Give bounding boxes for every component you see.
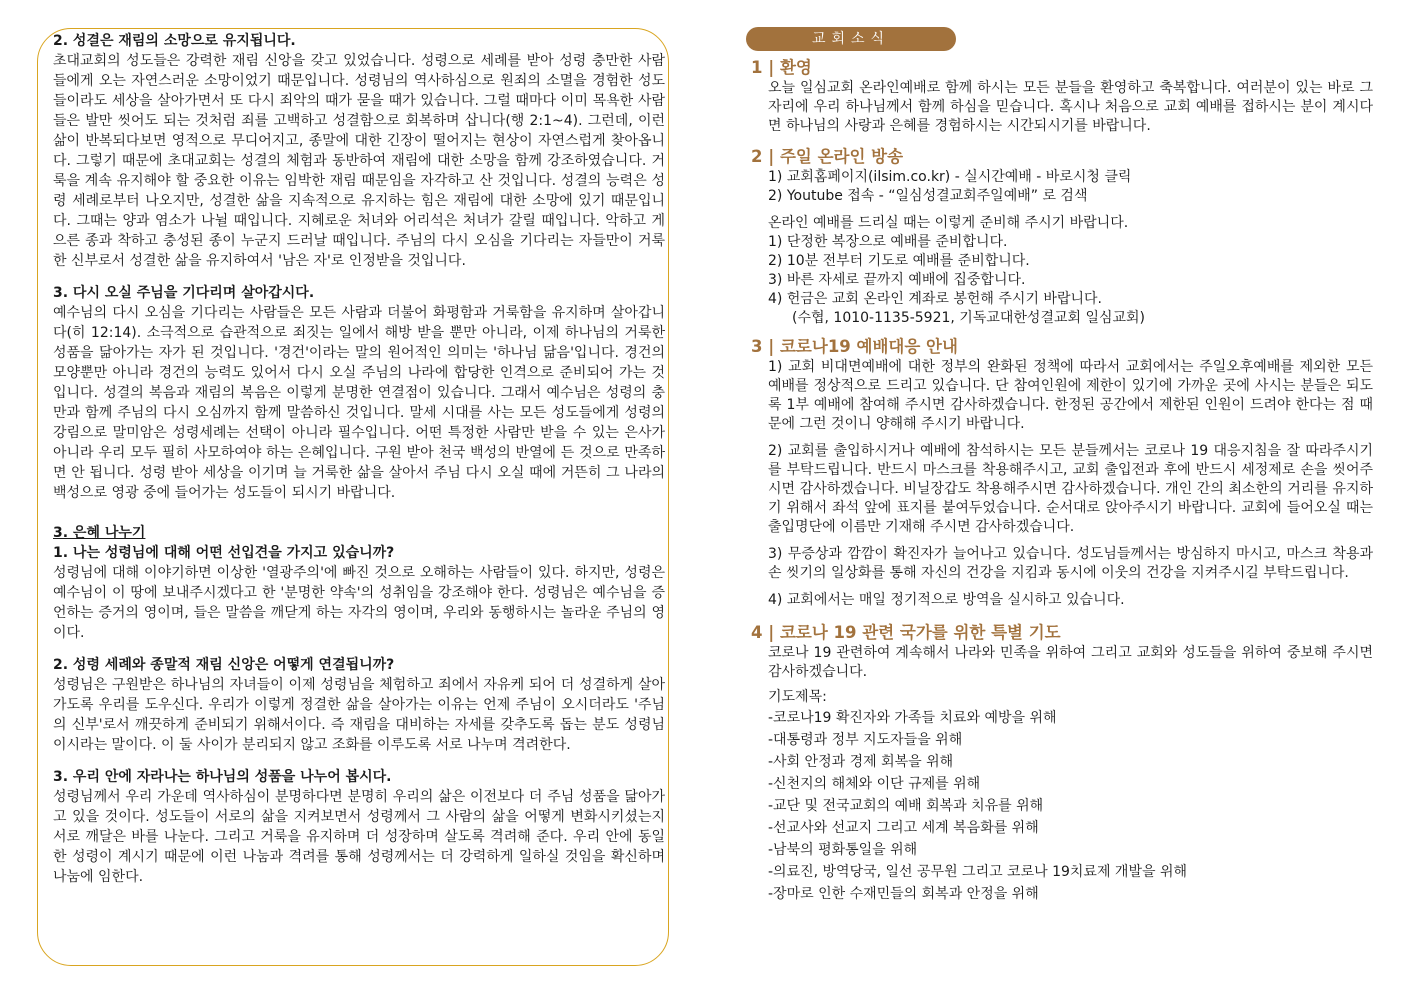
question-body: 성령님은 구원받은 하나님의 자녀들이 이제 성령님을 체험하고 죄에서 자유케 되어 더 성결하게 살아가도록 우리를 도우신다. 우리가 이렇게 정결한 삶을 살아가는 이유는 언제 주님이 오시더라도 '주님의 신부'로서 깨끗하게 준비되기 위해서이다. 즉 재림을 대비하는 자세를 갖추도록 돕는 분도 성령님이시라는 말이다. 이 둘 사이가 분리되지 않고 조화를 이루도록 서로 나누며 격려한다.	[53, 677, 665, 753]
question-body: 성령님께서 우리 가운데 역사하심이 분명하다면 분명히 우리의 삶은 이전보다 더 주님 성품을 닮아가고 있을 것이다. 성도들이 서로의 삶을 지켜보면서 성령께서 그 사람의 삶을 어떻게 변화시키셨는지 서로 깨달은 바를 나눈다. 그리고 거룩을 유지하며 더 성장하며 살도록 격려해 준다. 우리 안에 동일한 성령이 계시기 때문에 이런 나눔과 격려를 통해 성령께서는 더 강력하게 일하실 것임을 확신하며 나눔에 임한다.	[53, 789, 665, 885]
prayer-item: -대통령과 정부 지도자들을 위해	[768, 732, 963, 748]
question-heading: 1. 나는 성령님에 대해 어떤 선입견을 가지고 있습니까?	[53, 545, 395, 561]
question-heading: 2. 성령 세례와 종말적 재림 신앙은 어떻게 연결됩니까?	[53, 657, 395, 673]
covid-notice: 4) 교회에서는 매일 정기적으로 방역을 실시하고 있습니다.	[768, 592, 1125, 608]
section-heading: 2. 성결은 재림의 소망으로 유지됩니다.	[53, 33, 296, 49]
news-heading: 1 | 환영	[751, 58, 812, 77]
news-heading: 4 | 코로나 19 관련 국가를 위한 특별 기도	[751, 623, 1061, 642]
worship-step: 4) 헌금은 교회 온라인 계좌로 봉헌해 주시기 바랍니다.	[768, 291, 1102, 307]
share-title: 3. 은혜 나누기	[53, 525, 146, 541]
worship-step: 2) 10분 전부터 기도로 예배를 준비합니다.	[768, 253, 1030, 269]
question-heading: 3. 우리 안에 자라나는 하나님의 성품을 나누어 봅시다.	[53, 769, 392, 785]
news-heading: 2 | 주일 온라인 방송	[751, 147, 904, 166]
covid-notice: 2) 교회를 출입하시거나 예배에 참석하시는 모든 분들께서는 코로나 19 대응지침을 잘 따라주시기를 부탁드립니다. 반드시 마스크를 착용해주시고, 교회 출입전과 후에 반드시 세정제로 손을 씻어주시면 감사하겠습니다. 비닐장갑도 착용해주시면 감사하겠습니다. 개인 간의 최소한의 거리를 유지하기 위해서 좌석 앞에 표지를 붙여두었습니다. 순서대로 앉아주시기 바랍니다. 교회에 들어오실 때는 출입명단에 이름만 기재해 주시면 감사하겠습니다.	[768, 443, 1373, 535]
worship-step: 1) 단정한 복장으로 예배를 준비합니다.	[768, 234, 1008, 250]
covid-notice: 1) 교회 비대면예배에 대한 정부의 완화된 정책에 따라서 교회에서는 주일오후예배를 제외한 모든 예배를 정상적으로 드리고 있습니다. 단 참여인원에 제한이 있기에 가까운 곳에 사시는 분들은 되도록 1부 예배에 참여해 주시면 감사하겠습니다. 한정된 공간에서 제한된 인원이 드려야 한다는 점 때문에 그런 것이니 양해해 주시기 바랍니다.	[768, 359, 1373, 432]
church-news-badge: 교회소식	[746, 27, 956, 51]
prayer-item: -선교사와 선교지 그리고 세계 복음화를 위해	[768, 820, 1039, 836]
broadcast-step: 1) 교회홈페이지(ilsim.co.kr) - 실시간예배 - 바로시청 클릭	[768, 169, 1132, 185]
prayer-item: -장마로 인한 수재민들의 회복과 안정을 위해	[768, 886, 1039, 902]
news-body: 오늘 일심교회 온라인예배로 함께 하시는 모든 분들을 환영하고 축복합니다. 여러분이 있는 바로 그 자리에 우리 하나님께서 함께 하심을 믿습니다. 혹시나 처음으로 교회 예배를 접하시는 분이 계시다면 하나님의 사랑과 은혜를 경험하시는 시간되시기를 바랍니다.	[768, 80, 1373, 134]
prayer-item: -교단 및 전국교회의 예배 회복과 치유를 위해	[768, 798, 1044, 814]
worship-step: 3) 바른 자세로 끝까지 예배에 집중합니다.	[768, 272, 1026, 288]
section-heading: 3. 다시 오실 주님을 기다리며 살아갑시다.	[53, 285, 315, 301]
prayer-item: -사회 안정과 경제 회복을 위해	[768, 754, 954, 770]
broadcast-step: 2) Youtube 접속 - “일심성결교회주일예배” 로 검색	[768, 188, 1088, 204]
question-body: 성령님에 대해 이야기하면 이상한 '열광주의'에 빠진 것으로 오해하는 사람들이 있다. 하지만, 성령은 예수님이 이 땅에 보내주시겠다고 한 '분명한 약속'의 성취임을 강조해야 한다. 성령님은 예수님을 증언하는 증거의 영이며, 들은 말씀을 깨닫게 하는 자각의 영이며, 우리와 동행하시는 놀라운 주님의 영이다.	[53, 565, 665, 641]
section-body: 초대교회의 성도들은 강력한 재림 신앙을 갖고 있었습니다. 성령으로 세례를 받아 성령 충만한 사람들에게 오는 자연스러운 소망이었기 때문입니다. 성령님의 역사하심으로 원죄의 소멸을 경험한 성도들이라도 세상을 살아가면서 또 다시 죄악의 때가 묻을 때가 있습니다. 그럴 때마다 이미 목욕한 사람들은 발만 씻어도 되는 것처럼 죄를 고백하고 성결함으로 회복하며 삽니다(행 2:1~4). 그런데, 이런 삶이 반복되다보면 영적으로 무디어지고, 종말에 대한 긴장이 떨어지는 현상이 자연스럽게 찾아옵니다. 그렇기 때문에 초대교회는 성결의 체험과 동반하여 재림에 대한 소망을 함께 강조하였습니다. 거룩을 계속 유지해야 할 중요한 이유는 임박한 재림 때문임을 자각하고 산 것입니다. 성결의 능력은 성령 세례로부터 나오지만, 성결한 삶을 지속적으로 유지하는 힘은 재림에 대한 소망에 있기 때문입니다. 그때는 양과 염소가 나뉠 때입니다. 지혜로운 처녀와 어리석은 처녀가 갈릴 때입니다. 악하고 게으른 종과 착하고 충성된 종이 누군지 드러날 때입니다. 주님의 다시 오심을 기다리는 자들만이 거룩한 신부로서 성결한 삶을 유지하여서 '남은 자'로 인정받을 것입니다.	[53, 53, 665, 269]
prayer-item: -의료진, 방역당국, 일선 공무원 그리고 코로나 19치료제 개발을 위해	[768, 864, 1187, 880]
prayer-item: -신천지의 해체와 이단 규제를 위해	[768, 776, 981, 792]
news-heading: 3 | 코로나19 예배대응 안내	[751, 337, 958, 356]
news-column	[751, 57, 1373, 905]
worship-intro: 온라인 예배를 드리실 때는 이렇게 준비해 주시기 바랍니다.	[768, 215, 1129, 231]
prayer-intro: 코로나 19 관련하여 계속해서 나라와 민족을 위하여 그리고 교회와 성도들을 위하여 중보해 주시면 감사하겠습니다.	[768, 645, 1373, 680]
prayer-label: 기도제목:	[768, 689, 827, 705]
prayer-item: -코로나19 확진자와 가족들 치료와 예방을 위해	[768, 710, 1057, 726]
covid-notice: 3) 무증상과 깜깜이 확진자가 늘어나고 있습니다. 성도님들께서는 방심하지 마시고, 마스크 착용과 손 씻기의 일상화를 통해 자신의 건강을 지킴과 동시에 이웃의 건강을 지켜주시길 부탁드립니다.	[768, 546, 1373, 581]
sermon-column	[53, 31, 665, 887]
prayer-item: -남북의 평화통일을 위해	[768, 842, 918, 858]
account-info: (수협, 1010-1135-5921, 기독교대한성결교회 일심교회)	[792, 310, 1146, 326]
section-body: 예수님의 다시 오심을 기다리는 사람들은 모든 사람과 더불어 화평함과 거룩함을 유지하며 살아갑니다(히 12:14). 소극적으로 습관적으로 죄짓는 일에서 해방 받을 뿐만 아니라, 이제 하나님의 거룩한 성품을 닮아가는 자가 된 것입니다. '경건'이라는 말의 원어적인 의미는 '하나님 닮음'입니다. 경건의 모양뿐만 아니라 경건의 능력도 있어서 다시 오실 주님의 나라에 합당한 인격으로 준비되어 가는 것입니다. 성결의 복음과 재림의 복음은 이렇게 분명한 연결점이 있습니다. 그래서 예수님은 성령의 충만과 함께 주님의 다시 오심까지 함께 말씀하신 것입니다. 말세 시대를 사는 모든 성도들에게 성령의 강림으로 말미암은 성령세례는 선택이 아니라 필수입니다. 어떤 특정한 사람만 받을 수 있는 은사가 아니라 우리 모두 필히 사모하여야 하는 은혜입니다. 구원 받아 천국 백성의 반열에 든 것으로 만족하면 안 됩니다. 성령 받아 세상을 이기며 늘 거룩한 삶을 살아서 주님 다시 오실 때에 거뜬히 그 나라의 백성으로 영광 중에 들어가는 성도들이 되시기 바랍니다.	[53, 305, 665, 501]
